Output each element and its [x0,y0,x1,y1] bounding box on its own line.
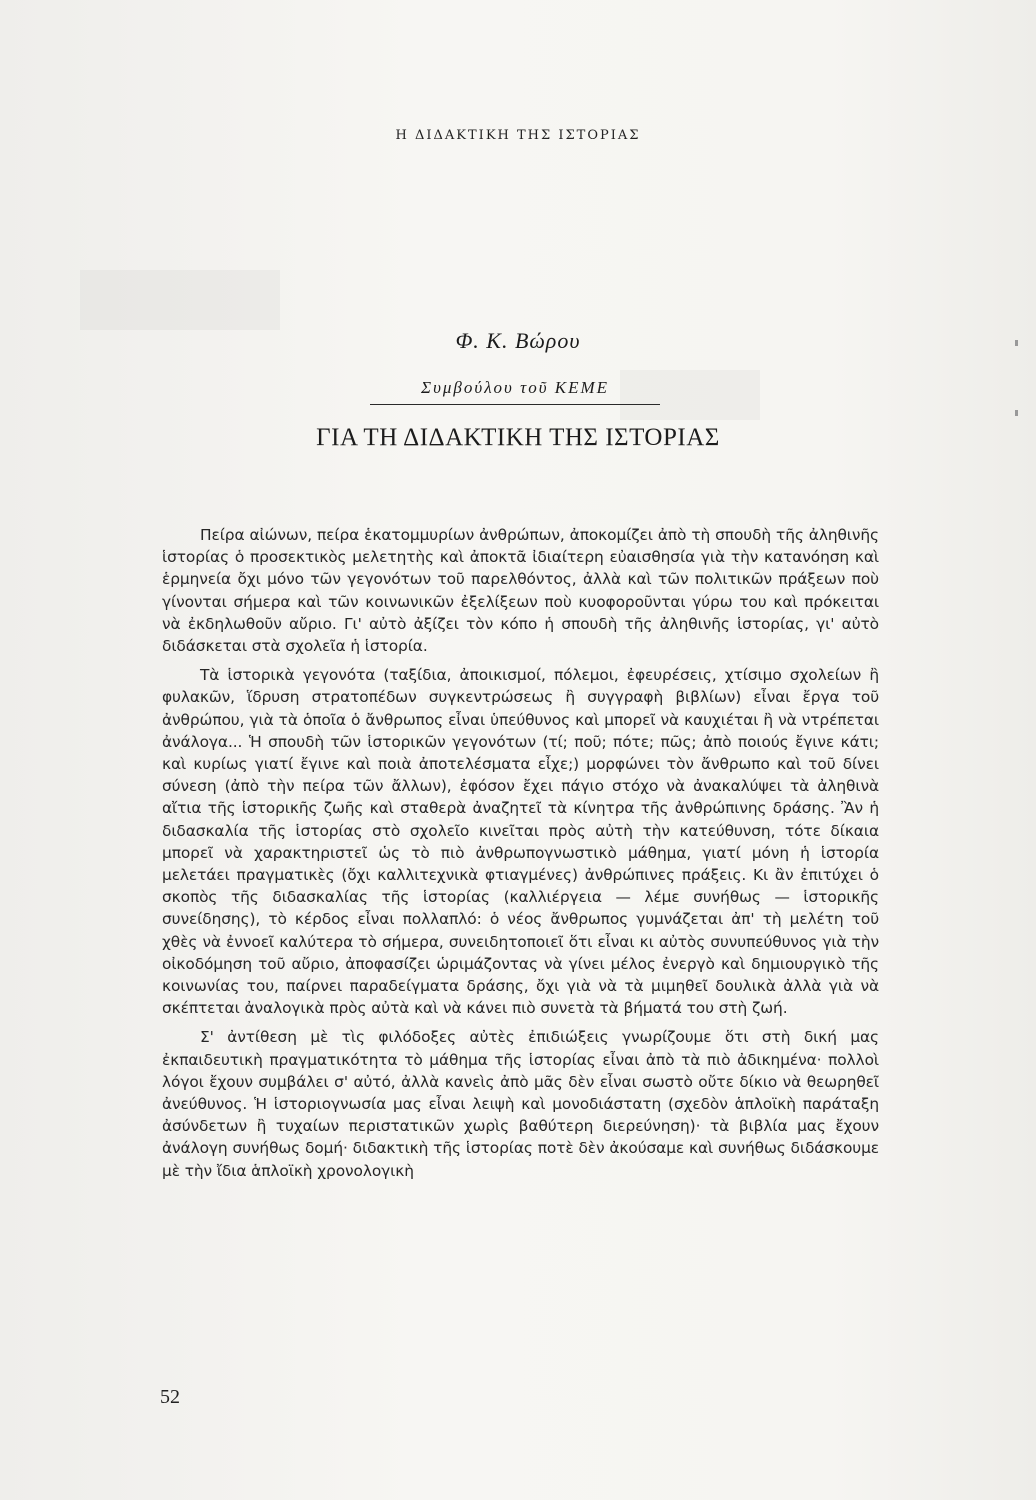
paragraph: Πείρα αἰώνων, πείρα ἑκατομμυρίων ἀνθρώπων, ἀποκομίζει ἀπὸ τὴ σπουδὴ τῆς ἀληθινῆς ἱστορίας ὁ προσεκτικὸς μελετητὴς καὶ ἀποκτᾶ ἰδιαίτερη εὐαισθησία γιὰ τὴν κατανόηση καὶ ἑρμηνεία ὄχι μόνο τῶν γεγονότων τοῦ παρελθόντος, ἀλλὰ καὶ τῶν πολιτικῶν πράξεων ποὺ γίνονται σήμερα καὶ τῶν κοινωνικῶν ἐξελίξεων ποὺ κυοφοροῦνται γύρω του καὶ πρόκειται νὰ ἐκδηλωθοῦν αὔριο. Γι' αὐτὸ ἀξίζει τὸν κόπο ἡ σπουδὴ τῆς ἀληθινῆς ἱστορίας, γι' αὐτὸ διδάσκεται στὰ σχολεῖα ἡ ἱστορία. [162,526,879,656]
author-name: Φ. Κ. Βώρου [455,328,581,353]
paragraph: Σ' ἀντίθεση μὲ τὶς φιλόδοξες αὐτὲς ἐπιδιώξεις γνωρίζουμε ὅτι στὴ δική μας ἐκπαιδευτικὴ πραγματικότητα τὸ μάθημα τῆς ἱστορίας εἶναι ἀπὸ τὰ πιὸ ἀδικημένα· πολλοὶ λόγοι ἔχουν συμβάλει σ' αὐτό, ἀλλὰ κανεὶς ἀπὸ μᾶς δὲν εἶναι σωστὸ οὔτε δίκιο νὰ θεωρηθεῖ ἀνεύθυνος. Ἡ ἱστοριογνωσία μας εἶναι λειψὴ καὶ μονοδιάστατη (σχεδὸν ἁπλοϊκὴ παράταξη ἀσύνδετων ἢ τυχαίων περιστατικῶν χωρὶς βαθύτερη διερεύνηση)· τὰ βιβλία μας ἔχουν ἀνάλογη συνήθως δομή· διδακτικὴ τῆς ἱστορίας ποτὲ δὲν ἀκούσαμε καὶ συνήθως διδάσκουμε μὲ τὴν ἴδια ἁπλοϊκὴ χρονολογικὴ [162,1028,879,1180]
page-edge-mark [1015,410,1018,416]
running-head: Η ΔΙΔΑΚΤΙΚΗ ΤΗΣ ΙΣΤΟΡΙΑΣ [395,128,641,143]
article-title: ΓΙΑ ΤΗ ΔΙΔΑΚΤΙΚΗ ΤΗΣ ΙΣΤΟΡΙΑΣ [316,424,720,451]
bleed-through-shadow [80,270,280,330]
author-affiliation: Συμβούλου τοῦ ΚΕΜΕ [370,378,660,405]
page-number: 52 [160,1386,180,1408]
article-body [162,524,879,1182]
paragraph: Τὰ ἱστορικὰ γεγονότα (ταξίδια, ἀποικισμοί, πόλεμοι, ἐφευρέσεις, χτίσιμο σχολείων ἢ φυλακῶν, ἵδρυση στρατοπέδων συγκεντρώσεως ἢ συγγραφὴ βιβλίων) εἶναι ἔργα τοῦ ἀνθρώπου, γιὰ τὰ ὁποῖα ὁ ἄνθρωπος εἶναι ὑπεύθυνος καὶ μπορεῖ νὰ καυχιέται ἢ νὰ ντρέπεται ἀνάλογα... Ἡ σπουδὴ τῶν ἱστορικῶν γεγονότων (τί; ποῦ; πότε; πῶς; ἀπὸ ποιούς ἔγινε κάτι; καὶ κυρίως γιατί ἔγινε καὶ ποιὰ ἀποτελέσματα εἶχε;) μορφώνει τὸν ἄνθρωπο καὶ τοῦ δίνει σύνεση (ἀπὸ τὴν πείρα τῶν ἄλλων), ἐφόσον ἔχει πάγιο στόχο νὰ ἀνακαλύψει τὰ ἀληθινὰ αἴτια τῆς ἱστορικῆς ζωῆς καὶ σταθερὰ ἀναζητεῖ τὰ κίνητρα τῆς ἀνθρώπινης δράσης. Ἂν ἡ διδασκαλία τῆς ἱστορίας στὸ σχολεῖο κινεῖται πρὸς αὐτὴ τὴν κατεύθυνση, τότε δίκαια μπορεῖ νὰ χαρακτηριστεῖ ὡς τὸ πιὸ ἀνθρωπογνωστικὸ μάθημα, γιατί μόνη ἡ ἱστορία μελετάει πραγματικὲς (ὄχι καλλιτεχνικὰ φτιαγμένες) ἀνθρώπινες πράξεις. Κι ἂν ἐπιτύχει ὁ σκοπὸς τῆς διδασκαλίας τῆς ἱστορίας (καλλιέργεια — λέμε συνήθως — ἱστορικῆς συνείδησης), τὸ κέρδος εἶναι πολλαπλό: ὁ νέος ἄνθρωπος γυμνάζεται ἀπ' τὴ μελέτη τοῦ χθὲς νὰ ἐννοεῖ καλύτερα τὸ σήμερα, συνειδητοποιεῖ ὅτι εἶναι κι αὐτὸς συνυπεύθυνος γιὰ τὴν οἰκοδόμηση τοῦ αὔριο, ἀποφασίζει ὡριμάζοντας νὰ γίνει μέλος ἐνεργὸ καὶ δημιουργικὸ τῆς κοινωνίας του, παίρνει παραδείγματα δράσης, ὄχι γιὰ νὰ τὰ μιμηθεῖ δουλικὰ ἀλλὰ γιὰ νὰ σκέπτεται ἀναλογικὰ πρὸς αὐτὰ καὶ νὰ κάνει πιὸ συνετὰ τὰ βήματά του στὴ ζωή. [162,666,879,1018]
